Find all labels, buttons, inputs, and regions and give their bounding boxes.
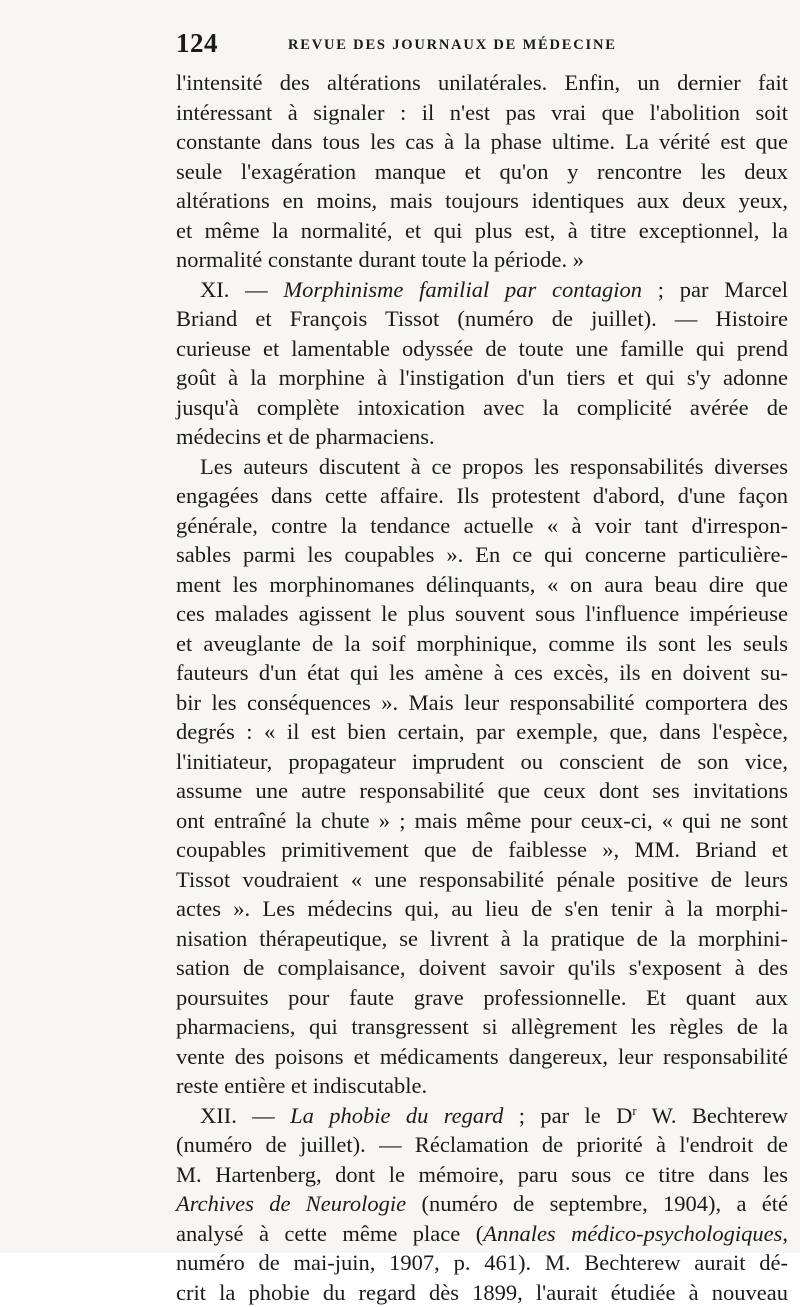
section-author: ; par Marcel (642, 277, 788, 302)
text-line: générale, contre la tendance actuelle « à voir tant d'irrespon- (176, 511, 788, 541)
journal-title: Archives de Neurologie (176, 1191, 406, 1216)
text-line: et même la normalité, et qui plus est, à titre exceptionnel, la (176, 216, 788, 246)
text-line: et aveuglante de la soif morphinique, comme ils sont les seuls (176, 629, 788, 659)
text-line: constante dans tous les cas à la phase ultime. La vérité est que (176, 127, 788, 157)
text-line: poursuites pour faute grave professionnelle. Et quant aux (176, 983, 788, 1013)
text-line: crit la phobie du regard dès 1899, l'aurait étudiée à nouveau (176, 1278, 788, 1307)
section-author: W. Bechterew (637, 1103, 788, 1128)
text-line: intéressant à signaler : il n'est pas vrai que l'abolition soit (176, 98, 788, 128)
journal-title: Annales médico-psychologiques (483, 1221, 782, 1246)
text-line: l'initiateur, propagateur imprudent ou conscient de son vice, (176, 747, 788, 777)
section-heading-xii (176, 1101, 788, 1131)
text-line: pharmaciens, qui transgressent si allègrement les règles de la (176, 1012, 788, 1042)
text-line: coupables primitivement que de faiblesse », MM. Briand et (176, 835, 788, 865)
text-line: altérations en moins, mais toujours identiques aux deux yeux, (176, 186, 788, 216)
text-line: nisation thérapeutique, se livrent à la pratique de la morphini- (176, 924, 788, 954)
text-line: goût à la morphine à l'instigation d'un tiers et qui s'y adonne (176, 363, 788, 393)
text-line: actes ». Les médecins qui, au lieu de s'en tenir à la morphi- (176, 894, 788, 924)
article-body (176, 68, 788, 1307)
text-line: médecins et de pharmaciens. (176, 422, 788, 452)
text-line: reste entière et indiscutable. (176, 1071, 788, 1101)
text-line: curieuse et lamentable odyssée de toute une famille qui prend (176, 334, 788, 364)
text-line: sables parmi les coupables ». En ce qui concerne particulière- (176, 540, 788, 570)
section-author-prefix: ; par le D (503, 1103, 632, 1128)
text-line: Les auteurs discutent à ce propos les responsabilités diverses (176, 452, 788, 482)
section-number: XII. — (200, 1103, 290, 1128)
text-fragment: , (782, 1221, 788, 1246)
section-heading-xi (176, 275, 788, 305)
text-line: Tissot voudraient « une responsabilité pénale positive de leurs (176, 865, 788, 895)
section-number: XI. — (200, 277, 283, 302)
text-line: Briand et François Tissot (numéro de juillet). — Histoire (176, 304, 788, 334)
text-line: assume une autre responsabilité que ceux dont ses invitations (176, 776, 788, 806)
text-line: engagées dans cette affaire. Ils protestent d'abord, d'une façon (176, 481, 788, 511)
text-line: fauteurs d'un état qui les amène à ces excès, ils en doivent su- (176, 658, 788, 688)
text-line: seule l'exagération manque et qu'on y rencontre les deux (176, 157, 788, 187)
superscript: r (632, 1103, 636, 1118)
page-number: 124 (176, 28, 218, 59)
running-title: REVUE DES JOURNAUX DE MÉDECINE (288, 37, 617, 54)
text-line: degrés : « il est bien certain, par exemple, que, dans l'espèce, (176, 717, 788, 747)
text-line: vente des poisons et médicaments dangereux, leur responsabilité (176, 1042, 788, 1072)
text-line: ont entraîné la chute » ; mais même pour ceux-ci, « qui ne sont (176, 806, 788, 836)
text-line: l'intensité des altérations unilatérales. Enfin, un dernier fait (176, 68, 788, 98)
text-line: ces malades agissent le plus souvent sous l'influence impérieuse (176, 599, 788, 629)
text-line: jusqu'à complète intoxication avec la complicité avérée de (176, 393, 788, 423)
text-line: ment les morphinomanes délinquants, « on aura beau dire que (176, 570, 788, 600)
text-line: normalité constante durant toute la période. » (176, 245, 788, 275)
text-line-journal (176, 1189, 788, 1219)
page-header (176, 28, 786, 64)
text-line-journal (176, 1219, 788, 1249)
section-title: Morphinisme familial par contagion (283, 277, 642, 302)
text-line: sation de complaisance, doivent savoir qu'ils s'exposent à des (176, 953, 788, 983)
text-line: (numéro de juillet). — Réclamation de priorité à l'endroit de (176, 1130, 788, 1160)
text-line: M. Hartenberg, dont le mémoire, paru sous ce titre dans les (176, 1160, 788, 1190)
text-fragment: (numéro de septembre, 1904), a été (406, 1191, 788, 1216)
section-title: La phobie du regard (290, 1103, 503, 1128)
text-line: bir les conséquences ». Mais leur responsabilité comportera des (176, 688, 788, 718)
text-line: numéro de mai-juin, 1907, p. 461). M. Bechterew aurait dé- (176, 1248, 788, 1278)
text-fragment: analysé à cette même place ( (176, 1221, 483, 1246)
